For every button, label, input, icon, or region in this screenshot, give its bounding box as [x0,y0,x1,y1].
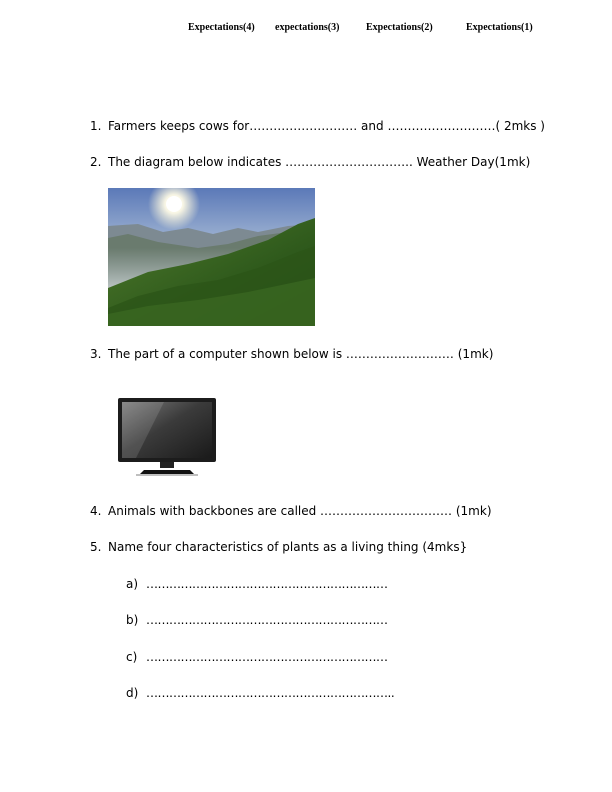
header-expectations-4: Expectations(4) [188,22,255,33]
question-5 [90,539,467,555]
answer-blank[interactable]: ……………………………………………………….. [146,686,395,700]
answer-letter: a) [126,577,139,591]
answer-letter: b) [126,613,139,627]
question-number: 4. [90,504,102,518]
computer-monitor-icon [114,394,220,478]
answer-blank[interactable]: ……………………………………………………… [146,650,388,664]
question-text: Name four characteristics of plants as a living thing (4mks} [108,540,468,554]
sunny-landscape-photo [108,188,315,326]
question-4 [90,503,492,519]
question-1 [90,118,545,134]
header-expectations-2: Expectations(2) [366,22,433,33]
question-number: 3. [90,347,102,361]
header-expectations-1: Expectations(1) [466,22,533,33]
answer-line-a[interactable] [126,576,388,592]
question-number: 5. [90,540,102,554]
answer-line-b[interactable] [126,612,388,628]
answer-letter: c) [126,650,138,664]
header-expectations-3: expectations(3) [275,22,340,33]
question-number: 1. [90,119,102,133]
answer-blank[interactable]: ……………………………………………………… [146,613,388,627]
question-number: 2. [90,155,102,169]
expectations-header [0,22,612,38]
question-2 [90,154,530,170]
question-text: Farmers keeps cows for……………………… and ………………………( 2mks ) [108,119,545,133]
question-text: The part of a computer shown below is ……………………… (1mk) [108,347,494,361]
answer-line-c[interactable] [126,649,388,665]
answer-line-d[interactable] [126,685,394,701]
question-text: The diagram below indicates ………………………….. Weather Day(1mk) [108,155,531,169]
answer-letter: d) [126,686,139,700]
answer-blank[interactable]: ……………………………………………………… [146,577,388,591]
question-3 [90,346,493,362]
question-text: Animals with backbones are called …………………………… (1mk) [108,504,492,518]
